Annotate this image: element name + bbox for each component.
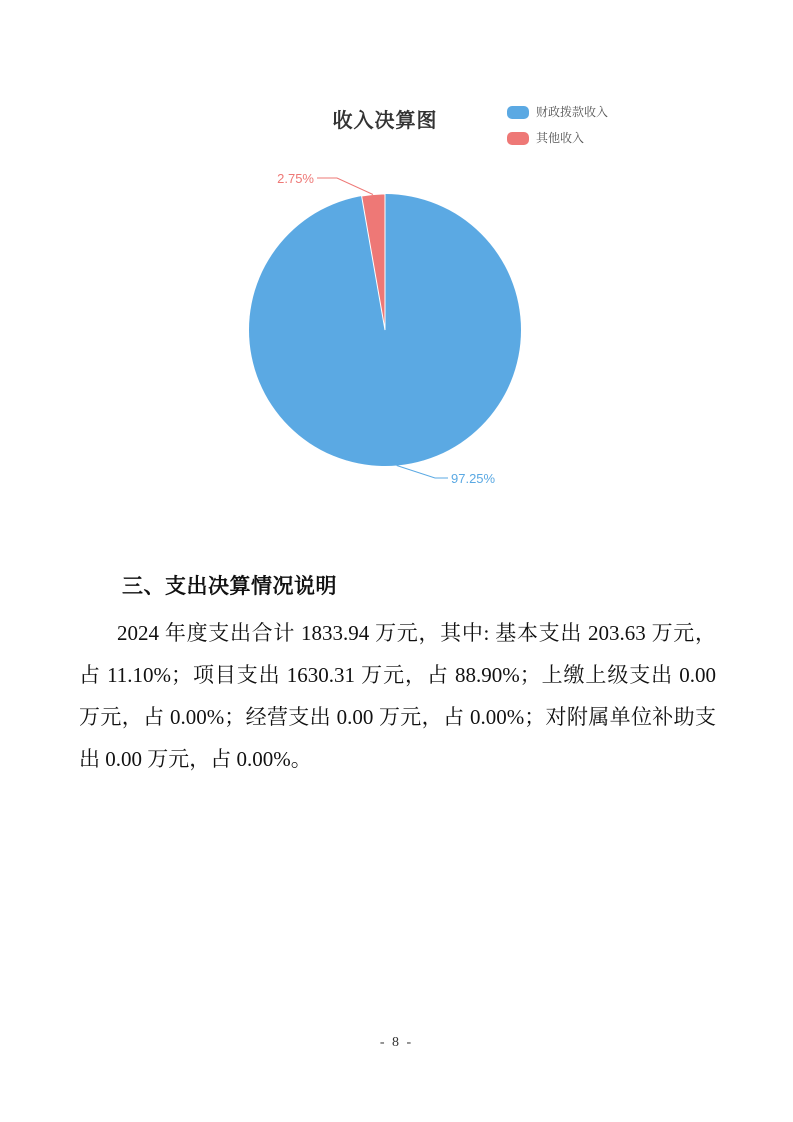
body-line-4: 出 0.00 万元，占 0.00%。 (79, 747, 312, 771)
page-number: - 8 - (379, 1035, 414, 1050)
leader-line-other (317, 178, 373, 195)
legend-swatch-other-icon (507, 132, 529, 145)
body-line-1: 2024 年度支出合计 1833.94 万元，其中: 基本支出 203.63 万元， (117, 621, 716, 645)
legend-swatch-other-rect (507, 132, 529, 145)
legend-item-fiscal (507, 105, 608, 119)
chart-title: 收入决算图 (332, 110, 438, 132)
body-paragraph (79, 612, 716, 780)
body-line-2: 占 11.10%；项目支出 1630.31 万元，占 88.90%；上缴上级支出 0.00 (79, 663, 716, 687)
legend-swatch-fiscal-icon (507, 106, 529, 119)
body-line-3: 万元，占 0.00%；经营支出 0.00 万元，占 0.00%；对附属单位补助支 (79, 705, 716, 729)
pie-label-other: 2.75% (277, 171, 314, 186)
income-pie-chart (240, 160, 540, 490)
leader-line-fiscal (397, 466, 448, 479)
legend-item-other (507, 131, 608, 145)
legend-label-other: 其他收入 (536, 131, 585, 145)
chart-legend (507, 105, 608, 145)
legend-swatch-fiscal-rect (507, 106, 529, 119)
pie-label-fiscal: 97.25% (451, 471, 496, 486)
section-heading: 三、支出决算情况说明 (122, 574, 337, 598)
legend-label-fiscal: 财政拨款收入 (536, 105, 609, 119)
